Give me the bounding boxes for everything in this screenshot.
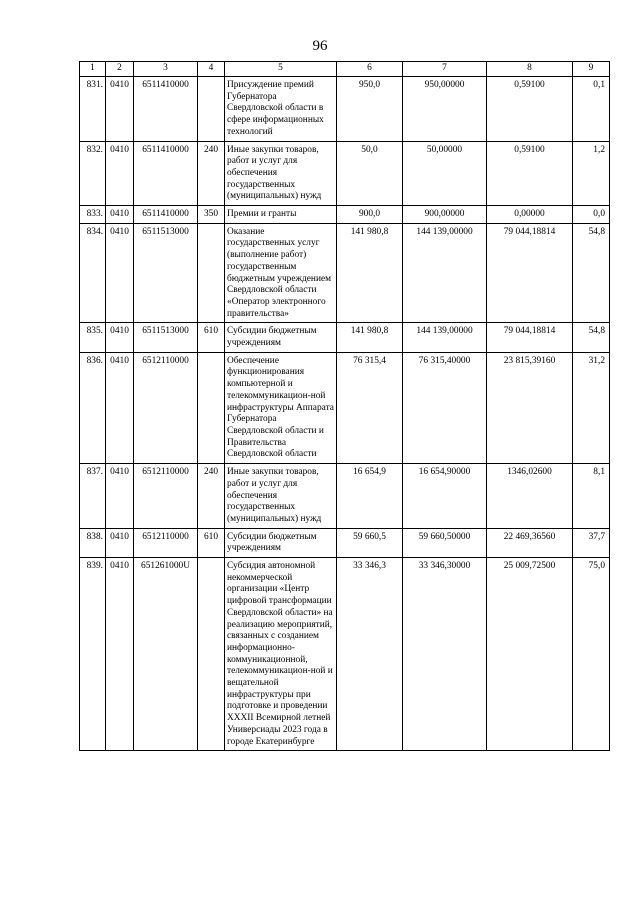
target-article-cell: 6512110000 <box>134 352 198 463</box>
executed-amount-cell: 0,59100 <box>487 77 573 142</box>
column-header: 4 <box>198 62 225 77</box>
revised-amount-cell: 144 139,00000 <box>403 323 487 352</box>
column-header: 2 <box>106 62 134 77</box>
item-name-cell: Иные закупки товаров, работ и услуг для обеспечения государственных (муниципальных) нужд <box>225 141 337 206</box>
row-number-cell: 833. <box>80 206 106 224</box>
planned-amount-cell: 141 980,8 <box>337 223 403 323</box>
expense-type-cell <box>198 77 225 142</box>
execution-percent-cell: 1,2 <box>573 141 610 206</box>
row-number-cell: 834. <box>80 223 106 323</box>
column-header: 9 <box>573 62 610 77</box>
expense-type-cell <box>198 223 225 323</box>
execution-percent-cell: 31,2 <box>573 352 610 463</box>
planned-amount-cell: 950,0 <box>337 77 403 142</box>
section-code-cell: 0410 <box>106 206 134 224</box>
row-number-cell: 836. <box>80 352 106 463</box>
executed-amount-cell: 25 009,72500 <box>487 558 573 751</box>
revised-amount-cell: 76 315,40000 <box>403 352 487 463</box>
section-code-cell: 0410 <box>106 141 134 206</box>
item-name-cell: Присуждение премий Губернатора Свердловской области в сфере информационных технологий <box>225 77 337 142</box>
section-code-cell: 0410 <box>106 528 134 557</box>
target-article-cell: 6512110000 <box>134 464 198 529</box>
expense-type-cell <box>198 352 225 463</box>
planned-amount-cell: 900,0 <box>337 206 403 224</box>
column-number-row <box>80 62 610 77</box>
execution-percent-cell: 37,7 <box>573 528 610 557</box>
executed-amount-cell: 0,59100 <box>487 141 573 206</box>
execution-percent-cell: 54,8 <box>573 323 610 352</box>
execution-percent-cell: 75,0 <box>573 558 610 751</box>
revised-amount-cell: 950,00000 <box>403 77 487 142</box>
item-name-cell: Субсидии бюджетным учреждениям <box>225 323 337 352</box>
column-header: 5 <box>225 62 337 77</box>
section-code-cell: 0410 <box>106 352 134 463</box>
expense-type-cell: 350 <box>198 206 225 224</box>
revised-amount-cell: 33 346,30000 <box>403 558 487 751</box>
expense-type-cell: 240 <box>198 464 225 529</box>
item-name-cell: Иные закупки товаров, работ и услуг для обеспечения государственных (муниципальных) нужд <box>225 464 337 529</box>
row-number-cell: 835. <box>80 323 106 352</box>
revised-amount-cell: 59 660,50000 <box>403 528 487 557</box>
table-row <box>80 206 610 224</box>
table-row <box>80 528 610 557</box>
planned-amount-cell: 76 315,4 <box>337 352 403 463</box>
table-row <box>80 141 610 206</box>
column-header: 8 <box>487 62 573 77</box>
target-article-cell: 651261000U <box>134 558 198 751</box>
table-row <box>80 464 610 529</box>
executed-amount-cell: 79 044,18814 <box>487 323 573 352</box>
row-number-cell: 832. <box>80 141 106 206</box>
table-body <box>80 62 610 751</box>
planned-amount-cell: 141 980,8 <box>337 323 403 352</box>
expense-type-cell <box>198 558 225 751</box>
planned-amount-cell: 16 654,9 <box>337 464 403 529</box>
revised-amount-cell: 144 139,00000 <box>403 223 487 323</box>
execution-percent-cell: 0,0 <box>573 206 610 224</box>
revised-amount-cell: 16 654,90000 <box>403 464 487 529</box>
planned-amount-cell: 59 660,5 <box>337 528 403 557</box>
execution-percent-cell: 8,1 <box>573 464 610 529</box>
section-code-cell: 0410 <box>106 464 134 529</box>
row-number-cell: 838. <box>80 528 106 557</box>
table-row <box>80 323 610 352</box>
item-name-cell: Премии и гранты <box>225 206 337 224</box>
executed-amount-cell: 0,00000 <box>487 206 573 224</box>
column-header: 3 <box>134 62 198 77</box>
execution-percent-cell: 0,1 <box>573 77 610 142</box>
row-number-cell: 831. <box>80 77 106 142</box>
executed-amount-cell: 22 469,36560 <box>487 528 573 557</box>
column-header: 7 <box>403 62 487 77</box>
target-article-cell: 6511410000 <box>134 77 198 142</box>
column-header: 6 <box>337 62 403 77</box>
row-number-cell: 839. <box>80 558 106 751</box>
section-code-cell: 0410 <box>106 77 134 142</box>
item-name-cell: Субсидии бюджетным учреждениям <box>225 528 337 557</box>
revised-amount-cell: 900,00000 <box>403 206 487 224</box>
section-code-cell: 0410 <box>106 323 134 352</box>
budget-table <box>79 61 610 751</box>
item-name-cell: Оказание государственных услуг (выполнение работ) государственным бюджетным учреждением Свердловской области «Оператор электронного правительства» <box>225 223 337 323</box>
table-row <box>80 77 610 142</box>
target-article-cell: 6512110000 <box>134 528 198 557</box>
executed-amount-cell: 79 044,18814 <box>487 223 573 323</box>
section-code-cell: 0410 <box>106 223 134 323</box>
table-row <box>80 223 610 323</box>
target-article-cell: 6511513000 <box>134 323 198 352</box>
item-name-cell: Субсидия автономной некоммерческой организации «Центр цифровой трансформации Свердловской области» на реализацию мероприятий, связанных с созданием информационно-коммуникационной, телекоммуникацион-ной и вещательной инфраструктуры при подготовке и проведении XXXII Всемирной летней Универсиады 2023 года в городе Екатеринбурге <box>225 558 337 751</box>
planned-amount-cell: 33 346,3 <box>337 558 403 751</box>
executed-amount-cell: 1346,02600 <box>487 464 573 529</box>
execution-percent-cell: 54,8 <box>573 223 610 323</box>
expense-type-cell: 240 <box>198 141 225 206</box>
target-article-cell: 6511410000 <box>134 206 198 224</box>
planned-amount-cell: 50,0 <box>337 141 403 206</box>
expense-type-cell: 610 <box>198 323 225 352</box>
row-number-cell: 837. <box>80 464 106 529</box>
executed-amount-cell: 23 815,39160 <box>487 352 573 463</box>
target-article-cell: 6511513000 <box>134 223 198 323</box>
section-code-cell: 0410 <box>106 558 134 751</box>
table-row <box>80 352 610 463</box>
revised-amount-cell: 50,00000 <box>403 141 487 206</box>
table-row <box>80 558 610 751</box>
target-article-cell: 6511410000 <box>134 141 198 206</box>
page-number: 96 <box>312 38 328 54</box>
item-name-cell: Обеспечение функционирования компьютерной и телекоммуникацион-ной инфраструктуры Аппарата Губернатора Свердловской области и Правительства Свердловской области <box>225 352 337 463</box>
expense-type-cell: 610 <box>198 528 225 557</box>
column-header: 1 <box>80 62 106 77</box>
